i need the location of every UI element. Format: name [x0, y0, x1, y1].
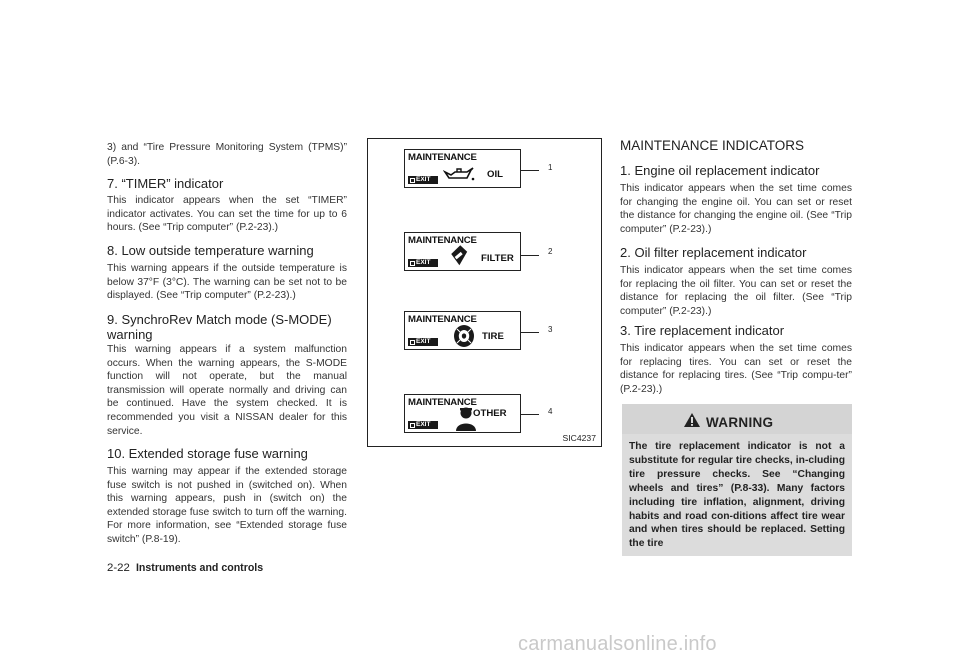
section-heading-engine-oil: 1. Engine oil replacement indicator [620, 163, 820, 178]
panel-label-oil: OIL [487, 169, 503, 180]
page-number: 2-22 [107, 562, 130, 574]
panel-label-tire: TIRE [482, 331, 504, 342]
main-heading: MAINTENANCE INDICATORS [620, 138, 805, 153]
exit-label: EXIT [416, 421, 431, 428]
warning-header [622, 404, 852, 434]
warning-box [622, 404, 852, 556]
callout-line-4 [521, 414, 539, 415]
section-heading-fuse: 10. Extended storage fuse warning [107, 446, 308, 461]
warning-triangle-icon [683, 412, 701, 428]
exit-label: EXIT [416, 259, 431, 266]
figure-caption: SIC4237 [562, 433, 596, 443]
panel-label-other: OTHER [473, 408, 507, 419]
section-heading-tire: 3. Tire replacement indicator [620, 323, 785, 338]
tire-icon [453, 324, 475, 348]
panel-title: MAINTENANCE [408, 397, 477, 408]
callout-number-3: 3 [548, 325, 553, 334]
callout-line-1 [521, 170, 539, 171]
panel-title: MAINTENANCE [408, 152, 477, 163]
intro-text: 3) and “Tire Pressure Monitoring System (TPMS)” (P.6-3). [107, 142, 347, 167]
callout-number-4: 4 [548, 407, 553, 416]
page-footer [107, 562, 263, 574]
maintenance-indicators-figure [367, 138, 602, 447]
callout-number-2: 2 [548, 247, 553, 256]
section-body-s-mode: This warning appears if a system malfunction occurs. When the warning appears, the S-MODE function will not operate, but the manual transmission will operate normally and driving can be continued. Have the system checked. It is recommended you visit a NISSAN dealer for this service. [107, 344, 347, 437]
section-heading-timer: 7. “TIMER” indicator [107, 176, 224, 191]
oil-can-icon [443, 166, 475, 182]
exit-label: EXIT [416, 176, 431, 183]
panel-oil [404, 149, 521, 188]
panel-label-filter: FILTER [481, 253, 514, 264]
warning-body: The tire replacement indicator is not a substitute for regular tire checks, in-cluding tire pressure checks. See “Changing wheels and tires” (P.8-33). Many factors including tire inflation, alignment, driving habits and road con-ditions affect tire wear and when tires should be replaced. Setting the tire [629, 441, 845, 550]
oil-filter-icon [449, 244, 469, 268]
callout-line-2 [521, 255, 539, 256]
exit-box-icon [410, 261, 415, 266]
watermark-text: carmanualsonline.info [518, 633, 717, 655]
exit-badge [408, 338, 438, 346]
callout-line-3 [521, 332, 539, 333]
warning-title: WARNING [706, 415, 774, 430]
exit-badge [408, 176, 438, 184]
section-body-oil-filter: This indicator appears when the set time comes for replacing the oil filter. You can set or reset the distance for replacing the oil filter. (See “Trip computer” (P.2-23).) [620, 265, 852, 317]
section-body-fuse: This warning may appear if the extended storage fuse switch is not pushed in (switched on). When this warning appears, push in (switch on) the extended storage fuse switch to turn off the warning. For more information, see “Extended storage fuse switch” (P.8-19). [107, 466, 347, 545]
panel-title: MAINTENANCE [408, 235, 477, 246]
section-body-engine-oil: This indicator appears when the set time comes for changing the engine oil. You can set or reset the distance for changing the engine oil. (See “Trip computer” (P.2-23).) [620, 183, 852, 235]
panel-tire [404, 311, 521, 350]
panel-other [404, 394, 521, 433]
exit-box-icon [410, 423, 415, 428]
section-heading-low-temp: 8. Low outside temperature warning [107, 243, 314, 258]
exit-box-icon [410, 340, 415, 345]
panel-filter [404, 232, 521, 271]
exit-badge [408, 259, 438, 267]
section-body-low-temp: This warning appears if the outside temperature is below 37°F (3°C). The warning can be set not to be displayed. (See “Trip computer” (P.2-23).) [107, 263, 347, 302]
section-body-timer: This indicator appears when the set “TIMER” indicator activates. You can set the time for up to 6 hours. (See “Trip computer” (P.2-23).) [107, 195, 347, 234]
exit-label: EXIT [416, 338, 431, 345]
panel-title: MAINTENANCE [408, 314, 477, 325]
section-heading-s-mode: 9. SynchroRev Match mode (S-MODE) warning [107, 312, 332, 342]
section-body-tire: This indicator appears when the set time comes for replacing tires. You can set or reset the distance for replacing tires. (See “Trip compu-ter” (P.2-23).) [620, 343, 852, 395]
section-title: Instruments and controls [135, 562, 264, 574]
callout-number-1: 1 [548, 163, 553, 172]
exit-badge [408, 421, 438, 429]
exit-box-icon [410, 178, 415, 183]
section-heading-oil-filter: 2. Oil filter replacement indicator [620, 245, 807, 260]
